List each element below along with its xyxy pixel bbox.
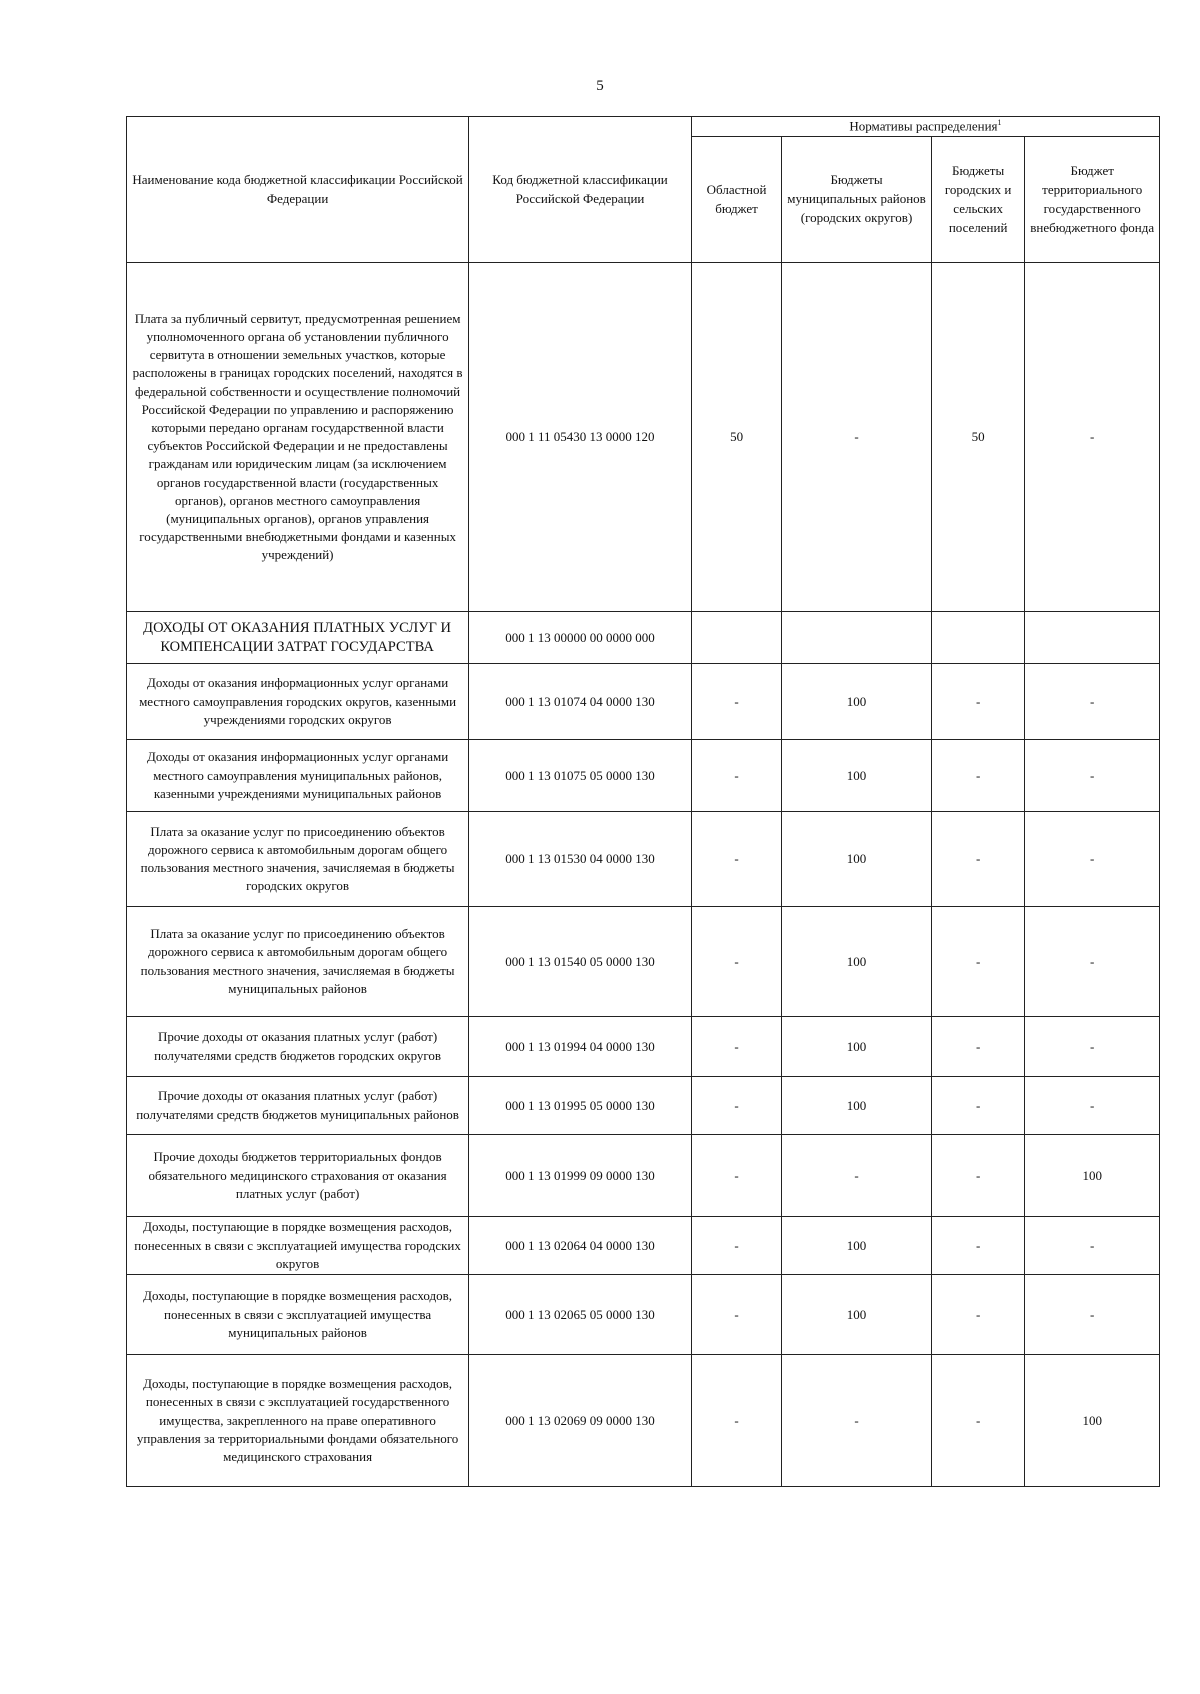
row-territorial: - <box>1025 1217 1160 1275</box>
row-territorial: - <box>1025 740 1160 812</box>
row-code: 000 1 13 02064 04 0000 130 <box>469 1217 692 1275</box>
row-regional: - <box>691 907 781 1017</box>
header-code: Код бюджетной классификации Российской Федерации <box>469 117 692 263</box>
row-name: Доходы от оказания информационных услуг органами местного самоуправления муниципальных районов, казенными учреждениями муниципальных районов <box>127 740 469 812</box>
row-urban-rural: 50 <box>931 263 1025 612</box>
row-municipal: - <box>782 263 932 612</box>
row-territorial: 100 <box>1025 1355 1160 1487</box>
table-row <box>127 1217 1160 1275</box>
row-municipal: 100 <box>782 740 932 812</box>
row-name: Плата за оказание услуг по присоединению объектов дорожного сервиса к автомобильным дорогам общего пользования местного значения, зачисляемая в бюджеты муниципальных районов <box>127 907 469 1017</box>
row-name: Прочие доходы от оказания платных услуг (работ) получателями средств бюджетов муниципальных районов <box>127 1077 469 1135</box>
row-municipal: 100 <box>782 664 932 740</box>
table-row <box>127 1275 1160 1355</box>
row-regional: - <box>691 812 781 907</box>
row-regional <box>691 612 781 664</box>
row-municipal: - <box>782 1355 932 1487</box>
row-municipal: 100 <box>782 1077 932 1135</box>
row-regional: - <box>691 1017 781 1077</box>
row-urban-rural: - <box>931 664 1025 740</box>
row-name: Плата за оказание услуг по присоединению объектов дорожного сервиса к автомобильным дорогам общего пользования местного значения, зачисляемая в бюджеты городских округов <box>127 812 469 907</box>
row-regional: - <box>691 1217 781 1275</box>
header-norms-footnote: 1 <box>997 118 1002 127</box>
header-name: Наименование кода бюджетной классификации Российской Федерации <box>127 117 469 263</box>
row-territorial: - <box>1025 1017 1160 1077</box>
row-code: 000 1 13 01540 05 0000 130 <box>469 907 692 1017</box>
header-regional: Областной бюджет <box>691 137 781 263</box>
row-regional: - <box>691 1275 781 1355</box>
row-territorial: - <box>1025 1275 1160 1355</box>
row-urban-rural: - <box>931 1135 1025 1217</box>
row-name: Доходы, поступающие в порядке возмещения расходов, понесенных в связи с эксплуатацией имущества муниципальных районов <box>127 1275 469 1355</box>
row-name: ДОХОДЫ ОТ ОКАЗАНИЯ ПЛАТНЫХ УСЛУГ И КОМПЕНСАЦИИ ЗАТРАТ ГОСУДАРСТВА <box>127 612 469 664</box>
row-name: Доходы от оказания информационных услуг органами местного самоуправления городских округов, казенными учреждениями городских округов <box>127 664 469 740</box>
row-municipal: 100 <box>782 1017 932 1077</box>
page-number: 5 <box>596 78 604 94</box>
row-territorial: - <box>1025 664 1160 740</box>
table-row <box>127 812 1160 907</box>
row-code: 000 1 13 01994 04 0000 130 <box>469 1017 692 1077</box>
row-code: 000 1 13 01995 05 0000 130 <box>469 1077 692 1135</box>
row-municipal: 100 <box>782 907 932 1017</box>
row-code: 000 1 13 01075 05 0000 130 <box>469 740 692 812</box>
row-code: 000 1 11 05430 13 0000 120 <box>469 263 692 612</box>
row-name: Плата за публичный сервитут, предусмотренная решением уполномоченного органа об установлении публичного сервитута в отношении земельных участков, которые расположены в границах городских поселений, находятся в федеральной собственности и осуществление полномочий Российской Федерации по управлению и распоряжению которыми передано органам государственной власти субъектов Российской Федерации и не предоставлены гражданам или юридическим лицам (за исключением органов государственной власти (государственных органов), органов местного самоуправления (муниципальных органов), органов управления государственными внебюджетными фондами и казенных учреждений) <box>127 263 469 612</box>
row-name: Прочие доходы от оказания платных услуг (работ) получателями средств бюджетов городских округов <box>127 1017 469 1077</box>
row-name: Доходы, поступающие в порядке возмещения расходов, понесенных в связи с эксплуатацией государственного имущества, закрепленного на праве оперативного управления за территориальными фондами обязательного медицинского страхования <box>127 1355 469 1487</box>
row-code: 000 1 13 01999 09 0000 130 <box>469 1135 692 1217</box>
row-code: 000 1 13 02065 05 0000 130 <box>469 1275 692 1355</box>
row-territorial: - <box>1025 263 1160 612</box>
row-urban-rural: - <box>931 740 1025 812</box>
row-code: 000 1 13 01530 04 0000 130 <box>469 812 692 907</box>
table-row <box>127 740 1160 812</box>
row-code: 000 1 13 02069 09 0000 130 <box>469 1355 692 1487</box>
table-row <box>127 1077 1160 1135</box>
row-regional: - <box>691 1355 781 1487</box>
table-row <box>127 907 1160 1017</box>
row-municipal: - <box>782 1135 932 1217</box>
table-row <box>127 664 1160 740</box>
row-code: 000 1 13 01074 04 0000 130 <box>469 664 692 740</box>
table-header-row <box>127 117 1160 137</box>
table-row <box>127 1017 1160 1077</box>
row-territorial <box>1025 612 1160 664</box>
header-territorial: Бюджет территориального государственного внебюджетного фонда <box>1025 137 1160 263</box>
budget-distribution-table <box>126 116 1160 1487</box>
row-regional: - <box>691 740 781 812</box>
row-urban-rural: - <box>931 1217 1025 1275</box>
row-code: 000 1 13 00000 00 0000 000 <box>469 612 692 664</box>
header-norms <box>691 117 1159 137</box>
header-norms-label: Нормативы распределения <box>849 118 998 134</box>
table-row <box>127 1355 1160 1487</box>
row-municipal: 100 <box>782 1275 932 1355</box>
row-urban-rural: - <box>931 1017 1025 1077</box>
row-regional: 50 <box>691 263 781 612</box>
row-name: Доходы, поступающие в порядке возмещения расходов, понесенных в связи с эксплуатацией имущества городских округов <box>127 1217 469 1275</box>
row-municipal: 100 <box>782 1217 932 1275</box>
row-territorial: - <box>1025 812 1160 907</box>
table-row <box>127 263 1160 612</box>
table-row <box>127 1135 1160 1217</box>
row-urban-rural: - <box>931 812 1025 907</box>
row-regional: - <box>691 664 781 740</box>
row-territorial: 100 <box>1025 1135 1160 1217</box>
header-urban-rural: Бюджеты городских и сельских поселений <box>931 137 1025 263</box>
row-urban-rural: - <box>931 1077 1025 1135</box>
row-urban-rural: - <box>931 907 1025 1017</box>
row-territorial: - <box>1025 907 1160 1017</box>
row-urban-rural <box>931 612 1025 664</box>
row-regional: - <box>691 1135 781 1217</box>
row-regional: - <box>691 1077 781 1135</box>
row-urban-rural: - <box>931 1355 1025 1487</box>
row-municipal: 100 <box>782 812 932 907</box>
row-territorial: - <box>1025 1077 1160 1135</box>
header-municipal: Бюджеты муниципальных районов (городских округов) <box>782 137 932 263</box>
row-municipal <box>782 612 932 664</box>
table-row-section <box>127 612 1160 664</box>
row-name: Прочие доходы бюджетов территориальных фондов обязательного медицинского страхования от оказания платных услуг (работ) <box>127 1135 469 1217</box>
row-urban-rural: - <box>931 1275 1025 1355</box>
